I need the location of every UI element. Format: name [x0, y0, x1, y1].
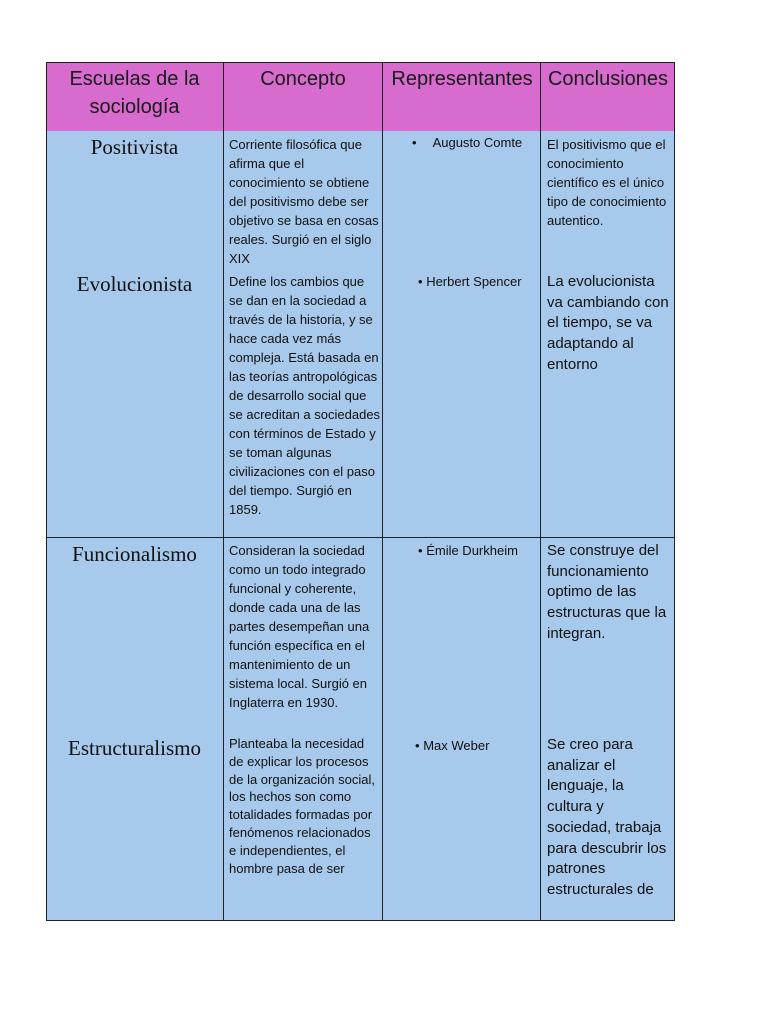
representative-funcionalismo: • Émile Durkheim [418, 543, 518, 558]
conclusion-positivista: El positivismo que el conocimiento científico es el único tipo de conocimiento autentico. [547, 137, 667, 228]
column-divider [382, 62, 383, 921]
row-divider [46, 537, 675, 538]
table-border-top [46, 62, 675, 63]
concept-evolucionista: Define los cambios que se dan en la sociedad a través de la historia, y se hace cada vez más compleja. Está basada en las teorías antropológicas de desarrollo social que se acreditan a sociedades con términos de Estado y se toman algunas civilizaciones con el paso del tiempo. Surgió en 1859. [229, 274, 381, 517]
bullet: • [418, 274, 423, 289]
school-name-positivista: Positivista [90, 135, 179, 159]
representative-positivista: • Augusto Comte [412, 135, 523, 150]
concept-estructuralismo: Planteaba la necesidad de explicar los procesos de la organización social, los hechos son como totalidades formadas por fenómenos relacionados e independientes, el hombre pasa de ser [229, 736, 375, 876]
school-name-funcionalismo: Funcionalismo [72, 542, 197, 566]
column-divider [223, 62, 224, 921]
bullet: • [415, 738, 420, 753]
header-schools: Escuelas de la sociología [69, 68, 200, 118]
sociology-schools-table [46, 62, 675, 921]
concept-cell-estructuralismo [229, 735, 381, 917]
conclusion-cell-estructuralismo [547, 735, 669, 920]
bullet: • [412, 135, 417, 150]
school-name-estructuralismo: Estructuralismo [68, 736, 201, 760]
bullet: • [418, 543, 423, 558]
table-border-left [46, 62, 47, 921]
representative-estructuralismo: • Max Weber [415, 738, 490, 753]
conclusion-funcionalismo: Se construye del funcionamiento optimo de las estructuras que la integran. [547, 542, 667, 642]
school-name-evolucionista: Evolucionista [76, 272, 193, 296]
header-conclusions: Conclusiones [547, 68, 669, 90]
header-concept: Concepto [260, 68, 346, 90]
column-divider [540, 62, 541, 921]
concept-funcionalismo: Consideran la sociedad como un todo integrado funcional y coherente, donde cada una de las partes desempeñan una función específica en el mantenimiento de un sistema local. Surgió en Inglaterra en 1930. [229, 543, 370, 710]
header-representatives: Representantes [391, 68, 533, 90]
concept-positivista: Corriente filosófica que afirma que el conocimiento se obtiene del positivismo debe ser objetivo se basa en cosas reales. Surgió en el siglo XIX [229, 137, 379, 266]
table-border-bottom [46, 920, 675, 921]
table-border-right [674, 62, 675, 921]
conclusion-evolucionista: La evolucionista va cambiando con el tiempo, se va adaptando al entorno [547, 273, 669, 373]
conclusion-estructuralismo: Se creo para analizar el lenguaje, la cultura y sociedad, trabaja para descubrir los patrones estructurales de [547, 736, 667, 898]
representative-evolucionista: • Herbert Spencer [418, 274, 522, 289]
